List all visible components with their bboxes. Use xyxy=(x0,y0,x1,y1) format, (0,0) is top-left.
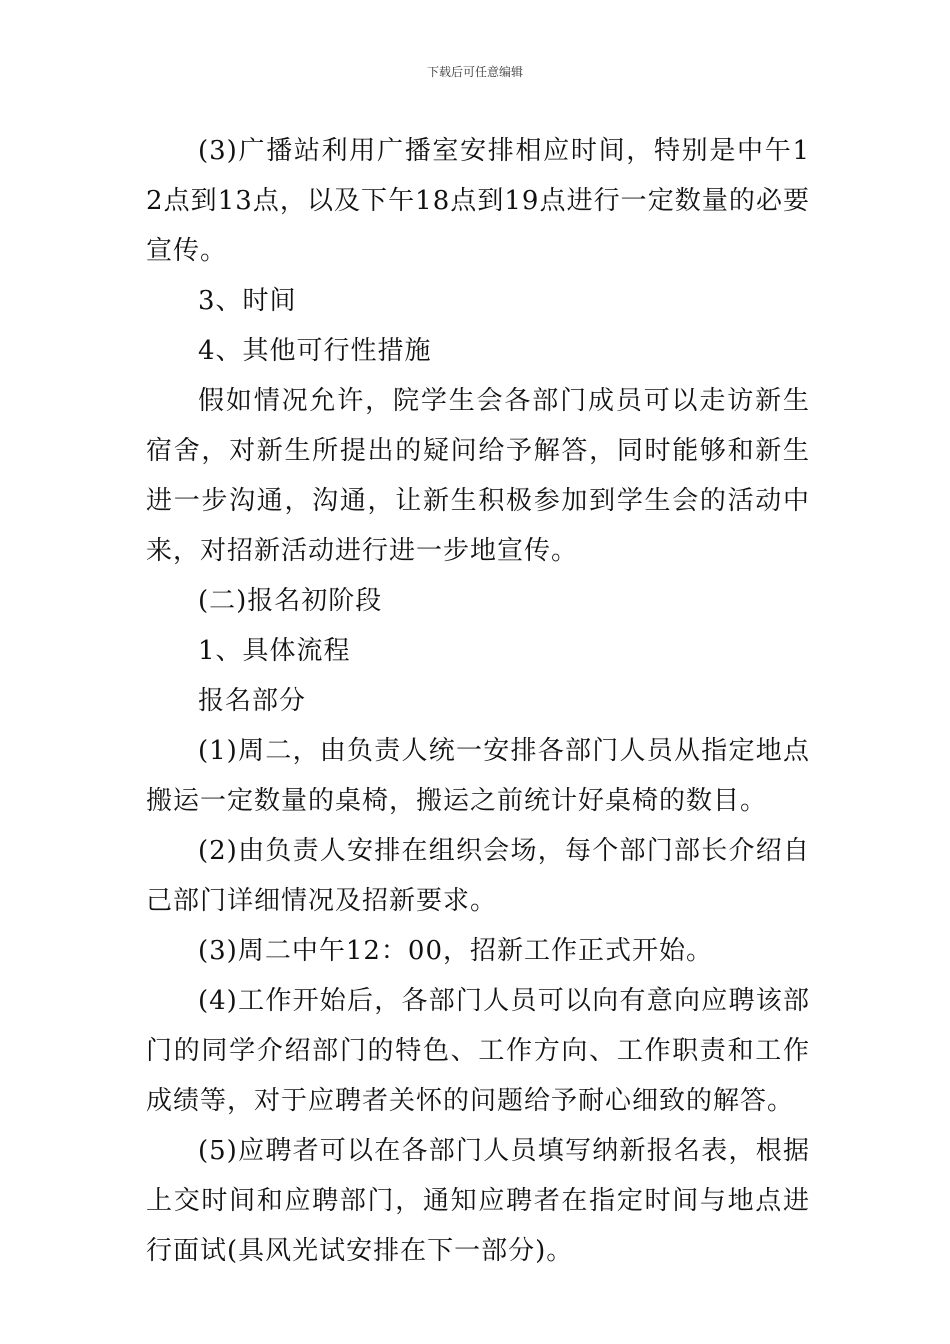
paragraph-step-4: (4)工作开始后，各部门人员可以向有意向应聘该部门的同学介绍部门的特色、工作方向、工作职责和工作成绩等，对于应聘者关怀的问题给予耐心细致的解答。 xyxy=(146,986,810,1116)
heading-other-measures: 4、其他可行性措施 xyxy=(198,336,432,366)
paragraph-step-3: (3)周二中午12：00，招新工作正式开始。 xyxy=(198,936,713,966)
paragraph-broadcast-station: (3)广播站利用广播室安排相应时间，特别是中午12点到13点，以及下午18点到19点进行一定数量的必要宣传。 xyxy=(146,136,810,266)
heading-registration-stage: (二)报名初阶段 xyxy=(198,586,383,616)
page-header: 下载后可任意编辑 xyxy=(426,65,523,79)
document-body xyxy=(146,126,810,1276)
paragraph-dorm-visit: 假如情况允许，院学生会各部门成员可以走访新生宿舍，对新生所提出的疑问给予解答，同时能够和新生进一步沟通，沟通，让新生积极参加到学生会的活动中来，对招新活动进行进一步地宣传。 xyxy=(146,386,810,566)
heading-specific-process: 1、具体流程 xyxy=(198,636,351,666)
paragraph-step-2: (2)由负责人安排在组织会场，每个部门部长介绍自己部门详细情况及招新要求。 xyxy=(146,836,810,916)
paragraph-step-5: (5)应聘者可以在各部门人员填写纳新报名表，根据上交时间和应聘部门，通知应聘者在指定时间与地点进行面试(具风光试安排在下一部分)。 xyxy=(146,1136,810,1266)
heading-time: 3、时间 xyxy=(198,286,297,316)
heading-registration-part: 报名部分 xyxy=(198,686,307,716)
paragraph-step-1: (1)周二，由负责人统一安排各部门人员从指定地点搬运一定数量的桌椅，搬运之前统计好桌椅的数目。 xyxy=(146,736,810,816)
